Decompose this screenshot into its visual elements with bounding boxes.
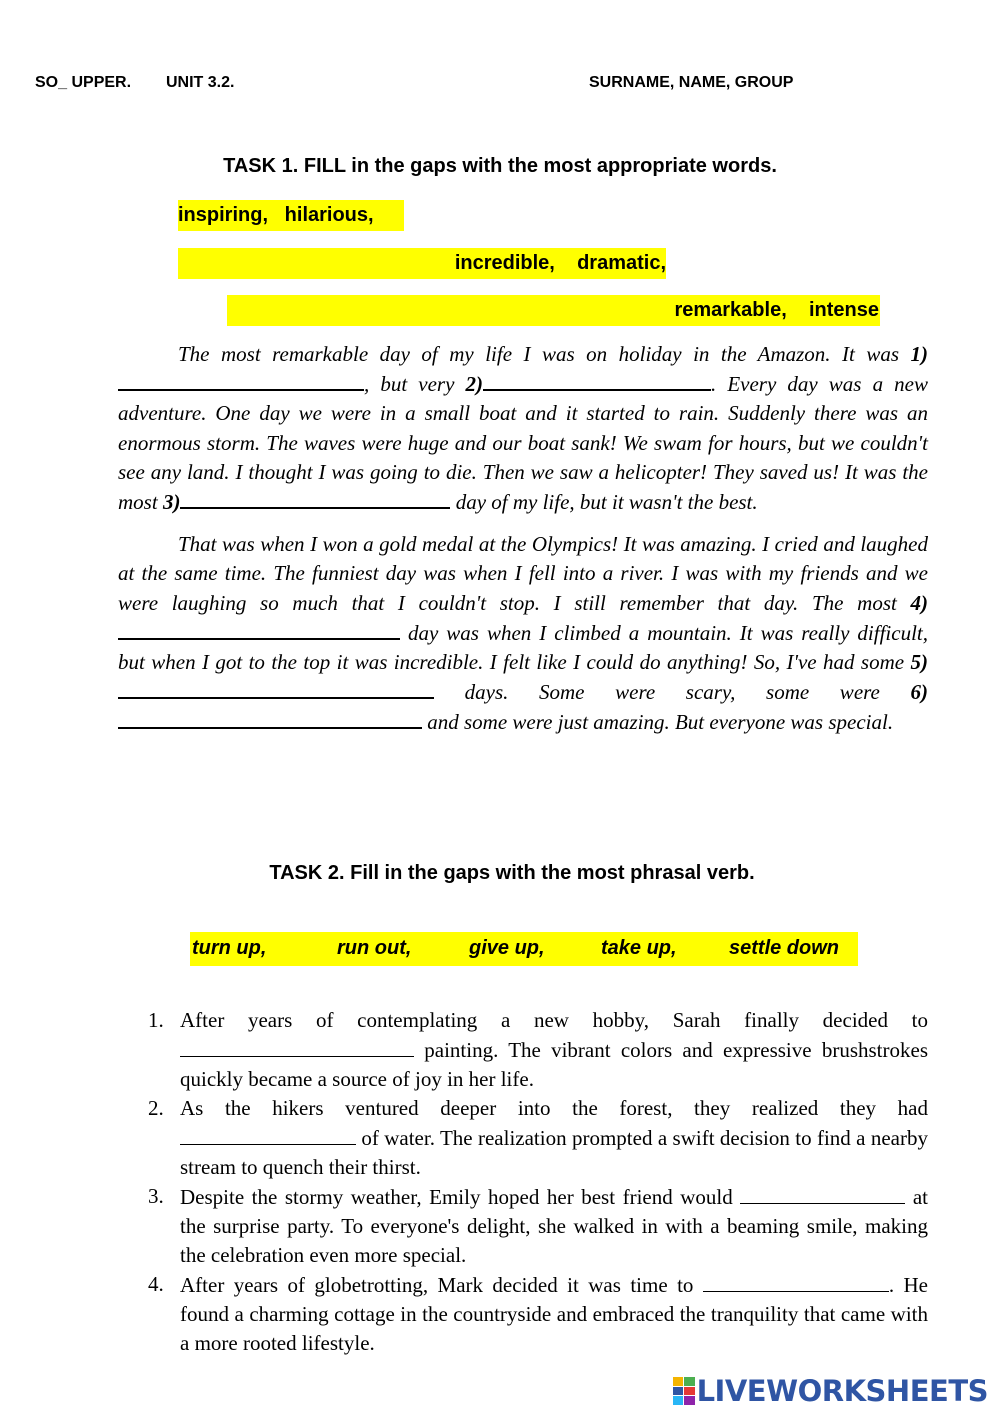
item-text-b: of water. The realization prompted a swift decision to find a nearby stream to quench their thirst.: [180, 1126, 928, 1179]
verb-run-out: run out,: [337, 937, 412, 959]
word-bank-text-1: inspiring, hilarious,: [178, 204, 374, 226]
gap-2-blank[interactable]: [483, 369, 711, 391]
gap-5-blank[interactable]: [118, 677, 434, 699]
word-bank-text-2: incredible, dramatic,: [454, 252, 666, 274]
item-number: 1.: [148, 1008, 164, 1032]
item-text-a: After years of globetrotting, Mark decided it was time to: [180, 1273, 703, 1297]
answer-blank-4[interactable]: [703, 1270, 889, 1292]
word-bank-row-1: [178, 200, 404, 231]
p1-text-c: . Every day was a new adventure. One day we were in a small boat and it started to rain. Suddenly there was an enormous storm. The waves were huge and our boat sank! We swam for hours, but we couldn't see any land. I thought I was going to die. Then we saw a helicopter! They saved us! It was the most: [118, 372, 928, 515]
phrasal-verb-bank: [190, 932, 858, 966]
item-text-b: . He found a charming cottage in the countryside and embraced the tranquility that came with a more rooted lifestyle.: [180, 1273, 928, 1355]
p1-text-b: , but very: [364, 372, 466, 397]
p1-text-a: The most remarkable day of my life I was on holiday in the Amazon. It was: [178, 342, 911, 366]
gap-6-blank[interactable]: [118, 707, 422, 729]
verb-take-up: take up,: [601, 937, 677, 959]
item-text-b: painting. The vibrant colors and expressive brushstrokes quickly became a source of joy in her life.: [180, 1038, 928, 1091]
list-item: [118, 1182, 928, 1270]
item-text-b: at the surprise party. To everyone's delight, she walked in with a beaming smile, making the celebration even more special.: [180, 1185, 928, 1267]
item-number: 4.: [148, 1272, 164, 1296]
unit-label: UNIT 3.2.: [166, 74, 235, 91]
item-text-a: Despite the stormy weather, Emily hoped her best friend would: [180, 1185, 741, 1209]
task1-paragraph-1: [118, 339, 928, 517]
item-text-a: As the hikers ventured deeper into the forest, they realized they had: [180, 1096, 928, 1120]
word-bank-row-3: [227, 295, 880, 326]
verb-settle-down: settle down: [729, 937, 840, 959]
item-number: 3.: [148, 1184, 164, 1208]
task1-text: [118, 339, 928, 738]
word-bank-text-3: remarkable, intense: [674, 299, 879, 321]
gap-2-label: 2): [465, 372, 483, 397]
p2-text-a: That was when I won a gold medal at the Olympics! It was amazing. I cried and laughed at the same time. The funniest day was when I fell into a river. I was with my friends and we were laughing so much that I couldn't stop. I still remember that day. The most: [118, 532, 928, 615]
p2-text-d: and some were just amazing. But everyone was special.: [422, 710, 894, 735]
list-item: [118, 1270, 928, 1358]
task2-title: TASK 2. Fill in the gaps with the most phrasal verb.: [269, 862, 755, 884]
gap-5-label: 5): [910, 650, 928, 675]
gap-4-label: 4): [910, 590, 928, 615]
gap-1-label: 1): [910, 342, 928, 366]
word-bank-row-2: [178, 248, 666, 279]
gap-1-blank[interactable]: [118, 369, 364, 391]
course-label: SO_ UPPER.: [35, 74, 132, 91]
answer-blank-2[interactable]: [180, 1123, 356, 1145]
p1-text-d: day of my life, but it wasn't the best.: [450, 490, 758, 515]
answer-blank-1[interactable]: [180, 1035, 414, 1057]
liveworksheets-logo-text: LIVEWORKSHEETS: [696, 1374, 988, 1408]
p2-text-b: day was when I climbed a mountain. It was really difficult, but when I got to the top it was incredible. I felt like I could do anything! So, I've had some: [118, 620, 928, 675]
gap-3-blank[interactable]: [180, 487, 450, 509]
answer-blank-3[interactable]: [740, 1182, 905, 1204]
list-item: [118, 1094, 928, 1182]
p2-text-c: days. Some were scary, some were: [434, 680, 911, 705]
student-info-label: SURNAME, NAME, GROUP: [589, 74, 794, 91]
task1-title: TASK 1. FILL in the gaps with the most appropriate words.: [223, 155, 777, 177]
gap-3-label: 3): [162, 490, 181, 515]
item-number: 2.: [148, 1096, 164, 1120]
liveworksheets-logo: [673, 1374, 988, 1408]
verb-turn-up: turn up,: [192, 937, 267, 959]
gap-4-blank[interactable]: [118, 618, 400, 640]
gap-6-label: 6): [910, 680, 928, 705]
task1-paragraph-2: [118, 530, 928, 737]
verb-give-up: give up,: [469, 937, 545, 959]
task2-list: [118, 1006, 928, 1358]
list-item: [118, 1006, 928, 1094]
item-text-a: After years of contemplating a new hobby, Sarah finally decided to: [180, 1008, 928, 1032]
liveworksheets-logo-icon: [673, 1377, 695, 1405]
